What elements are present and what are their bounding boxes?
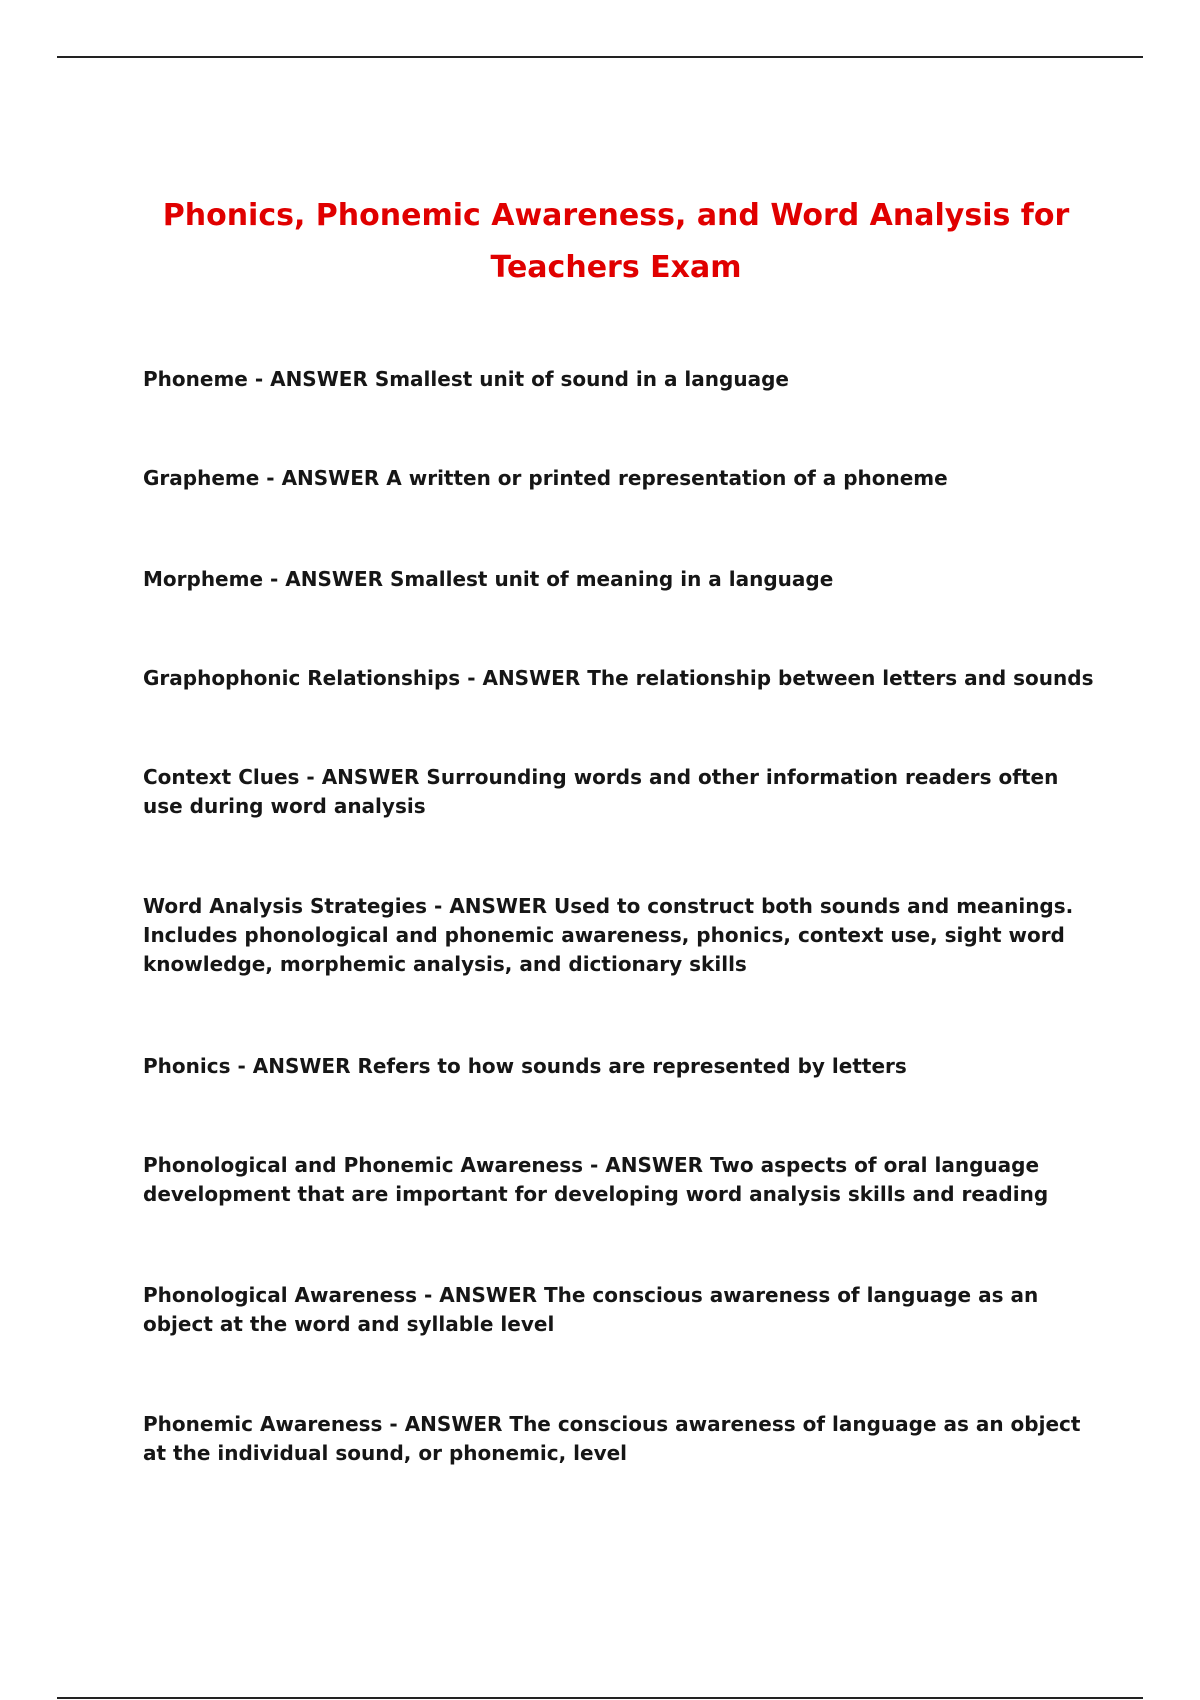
entry-definition: Two aspects of oral language development that are important for developing word analysis skills and reading xyxy=(143,1153,1049,1206)
entry-definition: The conscious awareness of language as an object at the word and syllable level xyxy=(143,1283,1039,1336)
entry-definition: The relationship between letters and sounds xyxy=(587,666,1094,690)
answer-label: ANSWER xyxy=(439,1283,538,1307)
entry-definition: Surrounding words and other information readers often use during word analysis xyxy=(143,765,1059,818)
answer-label: ANSWER xyxy=(482,666,581,690)
qa-entry xyxy=(143,1052,1103,1081)
answer-label: ANSWER xyxy=(285,567,384,591)
answer-label: ANSWER xyxy=(605,1153,704,1177)
entry-separator: - xyxy=(434,894,443,918)
entry-separator: - xyxy=(467,666,476,690)
qa-entry xyxy=(143,763,1103,821)
entry-separator: - xyxy=(266,466,275,490)
qa-entry xyxy=(143,565,1103,594)
header-rule xyxy=(57,56,1143,58)
entry-term: Phonological and Phonemic Awareness xyxy=(143,1153,584,1177)
entry-term: Phonemic Awareness xyxy=(143,1412,383,1436)
answer-label: ANSWER xyxy=(270,367,368,391)
entry-separator: - xyxy=(424,1283,433,1307)
footer-rule xyxy=(57,1697,1143,1699)
answer-label: ANSWER xyxy=(252,1054,351,1078)
entry-term: Phonics xyxy=(143,1054,231,1078)
entry-separator: - xyxy=(270,567,279,591)
entry-term: Graphophonic Relationships xyxy=(143,666,461,690)
document-title: Phonics, Phonemic Awareness, and Word Analysis for Teachers Exam xyxy=(162,198,1070,285)
entry-separator: - xyxy=(389,1412,398,1436)
qa-entry xyxy=(143,365,1103,394)
entry-definition: A written or printed representation of a phoneme xyxy=(386,466,948,490)
answer-label: ANSWER xyxy=(281,466,380,490)
entry-separator: - xyxy=(306,765,315,789)
answer-label: ANSWER xyxy=(404,1412,503,1436)
entry-term: Context Clues xyxy=(143,765,300,789)
qa-entry xyxy=(143,464,1103,493)
entry-definition: Smallest unit of sound in a language xyxy=(374,367,789,391)
entry-separator: - xyxy=(237,1054,246,1078)
entry-term: Phonological Awareness xyxy=(143,1283,418,1307)
answer-label: ANSWER xyxy=(449,894,548,918)
qa-entry xyxy=(143,1281,1103,1339)
qa-entry xyxy=(143,1410,1103,1468)
entry-term: Word Analysis Strategies xyxy=(143,894,428,918)
entry-definition: The conscious awareness of language as an object at the individual sound, or phonemic, level xyxy=(143,1412,1081,1465)
qa-entry xyxy=(143,664,1103,693)
entry-term: Morpheme xyxy=(143,567,264,591)
answer-label: ANSWER xyxy=(321,765,420,789)
entry-term: Grapheme xyxy=(143,466,260,490)
entry-separator: - xyxy=(589,1153,599,1177)
entry-definition: Smallest unit of meaning in a language xyxy=(390,567,834,591)
entry-definition: Used to construct both sounds and meanings. Includes phonological and phonemic awareness, phonics, context use, sight word knowledge, morphemic analysis, and dictionary skills xyxy=(143,894,1074,976)
entry-definition: Refers to how sounds are represented by letters xyxy=(357,1054,907,1078)
entry-separator: - xyxy=(254,367,264,391)
qa-entry xyxy=(143,892,1103,979)
qa-entry xyxy=(143,1151,1103,1209)
entry-term: Phoneme xyxy=(143,367,248,391)
